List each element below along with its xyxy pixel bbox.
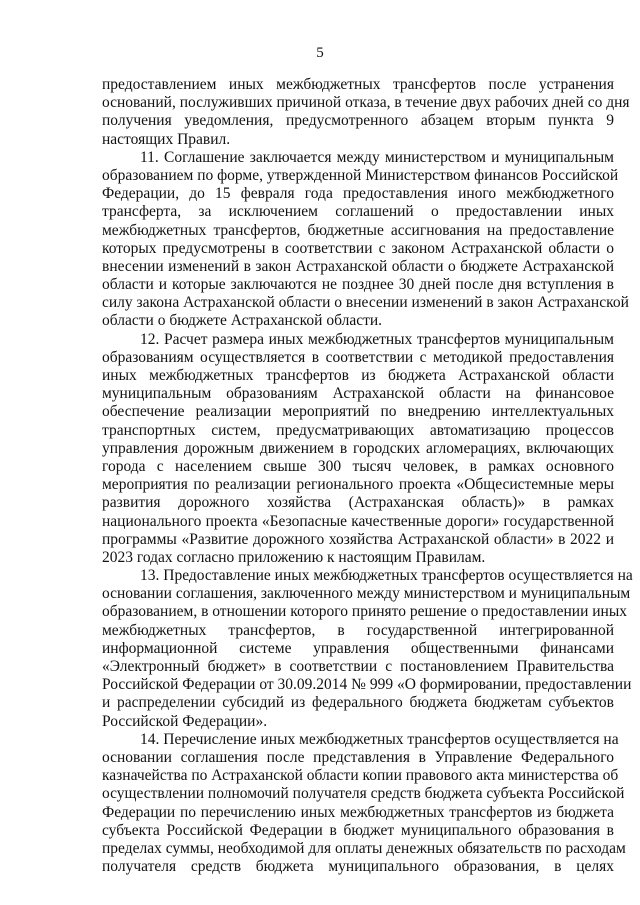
text-line: и распределении субсидий из федерального бюджета бюджетам субъектов (102, 694, 614, 712)
text-line: обеспечение реализации мероприятий по внедрению интеллектуальных (102, 403, 614, 421)
text-line: субъекта Российской Федерации в бюджет муниципального образования в (102, 821, 614, 839)
text-line: города с населением свыше 300 тысяч человек, в рамках основного (102, 457, 614, 475)
page-number: 5 (316, 45, 324, 61)
text-line: образованиям осуществляется в соответствии с методикой предоставления (102, 348, 614, 366)
paragraph-13 (102, 567, 633, 731)
text-line: 11. Соглашение заключается между министерством и муниципальным (140, 148, 614, 166)
text-line: получения уведомления, предусмотренного абзацем вторым пункта 9 (102, 112, 614, 130)
text-line: осуществлении полномочий получателя средств бюджета субъекта Российской (102, 785, 625, 803)
text-line: муниципальным образованиям Астраханской области на финансовое (102, 385, 614, 403)
text-line: иных межбюджетных трансфертов из бюджета Астраханской области (102, 367, 614, 384)
text-line: национального проекта «Безопасные качественные дороги» государственной (102, 512, 614, 530)
text-line: межбюджетных трансфертов, в государственной интегрированной (102, 621, 614, 639)
text-line: мероприятия по реализации регионального проекта «Общесистемные меры (102, 476, 614, 494)
document-body (102, 76, 633, 876)
text-line: 12. Расчет размера иных межбюджетных трансфертов муниципальным (140, 330, 614, 348)
text-line: которых предусмотрены в соответствии с законом Астраханской области о (102, 239, 614, 257)
text-line: Российской Федерации от 30.09.2014 № 999 «О формировании, предоставлении (102, 676, 632, 694)
text-line: оснований, послуживших причиной отказа, в течение двух рабочих дней со дня (102, 94, 630, 112)
text-line: получателя средств бюджета муниципального образования, в целях (102, 858, 614, 876)
paragraph-14 (102, 730, 626, 877)
text-line: казначейства по Астраханской области копии правового акта министерства об (102, 767, 619, 785)
paragraph-12 (102, 331, 614, 567)
text-line: программы «Развитие дорожного хозяйства Астраханской области» в 2022 и (102, 530, 614, 548)
text-line: внесении изменений в закон Астраханской области о бюджете Астраханской (102, 257, 614, 275)
text-line: пределах суммы, необходимой для оплаты денежных обязательств по расходам (102, 839, 626, 857)
text-line: 2023 годах согласно приложению к настоящим Правилам. (102, 548, 486, 566)
text-line: управления дорожным движением в городских агломерациях, включающих (102, 439, 614, 457)
text-line: 14. Перечисление иных межбюджетных трансфертов осуществляется на (140, 730, 619, 748)
text-line: 13. Предоставление иных межбюджетных трансфертов осуществляется на (140, 567, 633, 585)
paragraph-continued (102, 76, 630, 149)
text-line: информационной системе управления общественными финансами (102, 639, 614, 657)
text-line: транспортных систем, предусматривающих автоматизацию процессов (102, 421, 614, 439)
text-line: настоящих Правил. (102, 130, 231, 148)
text-line: области о бюджете Астраханской области. (102, 312, 383, 330)
text-line: развития дорожного хозяйства (Астраханская область)» в рамках (102, 494, 614, 512)
text-line: области и которые заключаются не позднее 30 дней после дня вступления в (102, 276, 614, 294)
text-line: основании соглашения после представления в Управление Федерального (102, 748, 614, 766)
text-line: основании соглашения, заключенного между министерством и муниципальным (102, 585, 631, 603)
text-line: силу закона Астраханской области о внесении изменений в закон Астраханской (102, 294, 629, 312)
text-line: Федерации, до 15 февраля года предоставления иного межбюджетного (102, 185, 614, 203)
text-line: образованием, в отношении которого принято решение о предоставлении иных (102, 603, 627, 621)
text-line: Федерации по перечислению иных межбюджетных трансфертов из бюджета (102, 803, 614, 821)
text-line: межбюджетных трансфертов, бюджетные ассигнования на предоставление (102, 221, 614, 239)
text-line: образованием по форме, утвержденной Министерством финансов Российской (102, 166, 619, 184)
text-line: Российской Федерации». (102, 712, 268, 730)
paragraph-11 (102, 148, 629, 331)
text-line: трансферта, за исключением соглашений о предоставлении иных (102, 203, 614, 221)
text-line: «Электронный бюджет» в соответствии с постановлением Правительства (102, 658, 614, 675)
text-line: предоставлением иных межбюджетных трансфертов после устранения (102, 76, 614, 93)
